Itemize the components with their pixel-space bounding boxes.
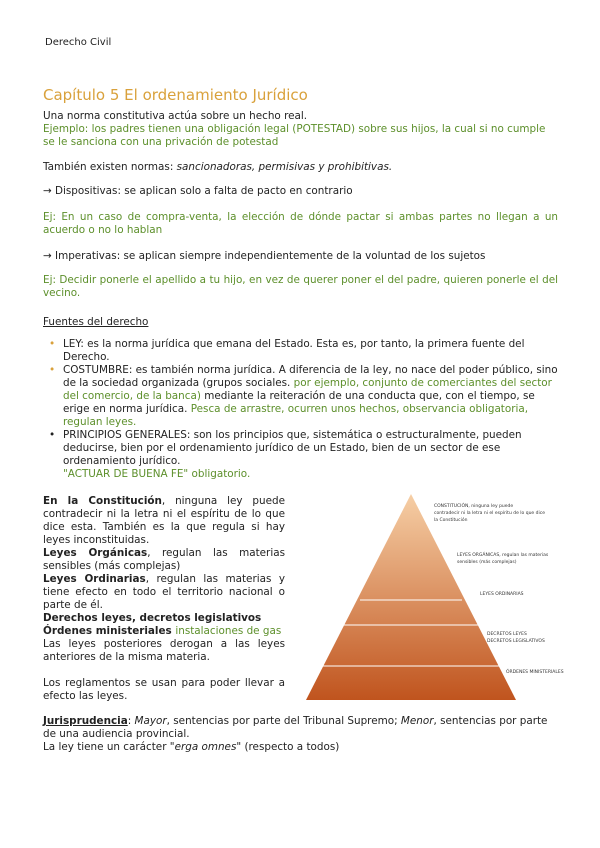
pyramid-label-ordinarias: LEYES ORDINARIAS: [480, 592, 524, 597]
organicas-label: Leyes Orgánicas: [43, 547, 148, 559]
erga-omnes-line: [43, 741, 558, 754]
bullet-icon: •: [49, 429, 56, 441]
constitucion-text: , ninguna ley puede contradecir ni la letra ni el espíritu de lo que dice esta. También es la que regula si hay leyes inconstituidas.: [43, 495, 285, 546]
imperativas-text: → Imperativas: se aplican siempre independientemente de la voluntad de los sujetos: [43, 250, 486, 262]
source-ley: [43, 338, 559, 364]
intro-line: Una norma constitutiva actúa sobre un hecho real.: [43, 110, 308, 122]
jurisprudencia-paragraph: [43, 715, 558, 754]
pyramid-label-decretos: DECRETOS LEYES: [487, 632, 527, 637]
pyramid-label-constitucion-2: contradecir ni la letra ni el espíritu de lo que dice: [434, 511, 545, 516]
reglamentos-text: Los reglamentos se usan para poder llevar a efecto las leyes.: [43, 677, 285, 702]
ordenes-example: instalaciones de gas: [175, 625, 282, 637]
jurisprudencia-line: [43, 715, 558, 741]
pyramid-shape: [306, 494, 516, 700]
principios-example: "ACTUAR DE BUENA FE" obligatorio.: [63, 468, 251, 480]
pyramid-label-organicas-2: sensibles (más complejas): [457, 560, 517, 565]
mayor-text: , sentencias por parte del Tribunal Supremo;: [166, 715, 401, 727]
costumbre-example-2: Pesca de arrastre, ocurren unos hechos, observancia obligatoria, regulan leyes.: [63, 403, 529, 428]
ordenes-line: [43, 625, 285, 638]
norm-types: [43, 161, 558, 174]
constitucion-label: En la Constitución: [43, 495, 162, 507]
dispositivas-text: → Dispositivas: se aplican solo a falta de pacto en contrario: [43, 185, 353, 197]
constitucion-paragraph: [43, 495, 285, 547]
erga-prefix: La ley tiene un carácter ": [43, 741, 175, 753]
chapter-title: Capítulo 5 El ordenamiento Jurídico: [43, 86, 308, 104]
norm-types-list: sancionadoras, permisivas y prohibitivas.: [176, 161, 393, 173]
mayor-label: Mayor: [134, 715, 167, 727]
organicas-text: , regulan las materias sensibles (más complejas): [43, 547, 285, 572]
ordinarias-paragraph: [43, 573, 285, 612]
costumbre-text: COSTUMBRE: es también norma jurídica. A diferencia de la ley, no nace del poder público, sino de la sociedad organizada (grupos sociales.: [63, 364, 558, 389]
ordinarias-label: Leyes Ordinarias: [43, 573, 146, 585]
organicas-paragraph: [43, 547, 285, 573]
erga-omnes-term: erga omnes: [174, 741, 237, 753]
jurisprudencia-label: Jurisprudencia: [43, 715, 128, 727]
pyramid-label-decretos-2: DECRETOS LEGISLATIVOS: [487, 639, 545, 644]
bullet-icon: •: [49, 364, 56, 376]
pyramid-label-ordenes: ÓRDENES MINISTERIALES: [506, 670, 564, 675]
pyramid-label-constitucion: CONSTITUCIÓN, ninguna ley puede: [434, 504, 514, 509]
pyramid-label-constitucion-3: la Constitución: [434, 518, 468, 523]
jurisprudencia-colon: :: [127, 715, 135, 727]
menor-text: , sentencias por parte de una audiencia provincial.: [43, 715, 548, 740]
document-header: Derecho Civil: [45, 37, 112, 48]
imperativas-example: Ej: Decidir ponerle el apellido a tu hijo, en vez de querer poner el del padre, quieren ponerle el del vecino.: [43, 274, 558, 299]
posteriores-text: Las leyes posteriores derogan a las leyes anteriores de la misma materia.: [43, 638, 285, 663]
principios-text: PRINCIPIOS GENERALES: son los principios que, sistemática o estructuralmente, pueden deducirse, bien por el ordenamiento jurídico de un Estado, bien de un sector de ese ordenamiento jurídico.: [63, 429, 522, 467]
menor-label: Menor: [400, 715, 434, 727]
norm-types-prefix: También existen normas:: [43, 161, 177, 173]
intro-example: Ejemplo: los padres tienen una obligación legal (POTESTAD) sobre sus hijos, la cual si no cumple se le sanciona con una privación de potestad: [43, 123, 546, 148]
bullet-icon: •: [49, 338, 56, 350]
intro-paragraph: [43, 110, 558, 149]
source-ley-text: LEY: es la norma jurídica que emana del Estado. Esta es, por tanto, la primera fuente del Derecho.: [63, 338, 525, 363]
erga-suffix: " (respecto a todos): [236, 741, 340, 753]
derechos-line: Derechos leyes, decretos legislativos: [43, 612, 262, 624]
hierarchy-text: [43, 495, 285, 703]
pyramid-label-organicas: LEYES ORGÁNICAS, regulan las materias: [457, 553, 549, 558]
costumbre-example: por ejemplo, conjunto de comerciantes del sector del comercio, de la banca): [63, 377, 552, 402]
sources-list: [43, 338, 559, 481]
legal-hierarchy-pyramid: [306, 494, 586, 704]
ordinarias-text: , regulan las materias y tiene efecto en todo el territorio nacional o parte de él.: [43, 573, 285, 611]
ordenes-label: Órdenes ministeriales: [43, 625, 176, 637]
source-costumbre: [43, 364, 559, 429]
dispositivas-example: Ej: En un caso de compra-venta, la elección de dónde pactar si ambas partes no llegan a un acuerdo o no lo hablan: [43, 211, 558, 236]
costumbre-text-2: mediante la reiteración de una conducta que, con el tiempo, se erige en norma jurídica.: [63, 390, 535, 415]
source-principios: [43, 429, 559, 481]
sources-heading: Fuentes del derecho: [43, 316, 149, 328]
